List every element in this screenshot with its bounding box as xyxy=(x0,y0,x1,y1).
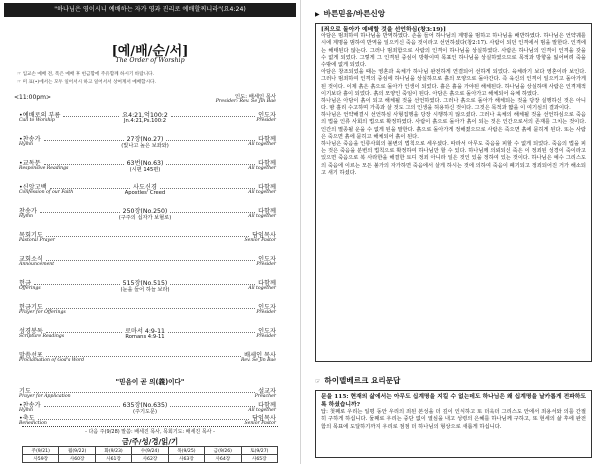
item-name-en: Hymn xyxy=(19,407,33,413)
reading-day: 주(9/21) xyxy=(23,447,59,455)
item-name-en: Prayer for Application xyxy=(19,394,71,399)
item-leader-en: Presider xyxy=(256,310,276,315)
item-name: •예배로의 부름 xyxy=(19,112,61,119)
item-leader: 담임목사 xyxy=(252,415,276,422)
item-detail: 사도신경 xyxy=(133,184,157,191)
item-leader-en: Senior Pastor xyxy=(244,238,276,243)
item-leader-en: Rev. Se Jin Bae xyxy=(240,358,276,363)
item-leader-en: Presider xyxy=(256,262,276,267)
item-leader: 배세인 목사 xyxy=(244,352,276,359)
worship-item xyxy=(0,254,300,278)
item-name-en: Scripture Readings xyxy=(19,334,65,339)
dotted-leader xyxy=(40,212,120,213)
dotted-leader xyxy=(38,419,249,420)
dotted-leader xyxy=(170,284,255,285)
dotted-leader xyxy=(44,164,124,165)
dotted-leader xyxy=(46,308,255,309)
dotted-leader xyxy=(44,406,120,407)
item-detail: 요4:21,억100:2 xyxy=(122,112,168,119)
dotted-leader xyxy=(171,116,255,117)
catechism-box xyxy=(315,390,592,458)
worship-note-2: ☞ 미 표(•)에서는 모두 일어서시 하고 일어서서 상여계서 예배합시다. xyxy=(17,80,156,85)
worship-item xyxy=(0,302,300,326)
worship-item xyxy=(0,230,300,254)
pointing-hand-icon: ☞ xyxy=(315,378,321,385)
dotted-leader xyxy=(168,332,255,333)
item-leader: 인도자 xyxy=(258,256,276,263)
item-name: 헌금 xyxy=(19,280,31,287)
catechism-question: 문을 115: 현재의 삶에서는 아무도 십계명을 지킬 수 없는데도 하나님은 왜 십계명을 날카롭게 전파하도록 하셨습니까? xyxy=(321,394,586,408)
reading-day: 토(9/27) xyxy=(241,447,277,455)
item-name: 말씀선포 xyxy=(19,352,43,359)
item-leader-en: All together xyxy=(248,407,276,413)
item-leader-en: Presider xyxy=(256,118,276,123)
item-detail: 515장(No.515) xyxy=(122,280,168,287)
bible-reading-table xyxy=(22,446,278,463)
reading-chapter: 사60장 xyxy=(59,455,95,463)
item-detail: 250장(No.250) xyxy=(122,208,168,215)
bible-reading-title: 금/주/성/경/읽/기 xyxy=(121,437,179,446)
verse-banner: "하나님은 영이시니 예배하는 자가 영과 진리로 예배할찌니라"(요4:24) xyxy=(4,3,296,17)
section-header-faith: ▶ 바른믿음/바른신앙 xyxy=(315,9,386,18)
section-header-catechism: ☞ 하이델베르크 요리문답 xyxy=(315,376,401,385)
dotted-leader xyxy=(170,406,255,407)
item-name: •신앙고백 xyxy=(19,184,47,191)
item-leader-en: All together xyxy=(248,190,276,195)
item-detail: 27장(No.27) xyxy=(126,136,164,143)
item-name: 찬송가 xyxy=(19,208,37,215)
worship-item xyxy=(0,158,300,182)
item-name-en: Hymn xyxy=(19,214,33,219)
reading-day: 화(9/23) xyxy=(95,447,131,455)
reading-chapter: 사62장 xyxy=(132,455,168,463)
item-detail: 63번(No.63) xyxy=(126,160,164,167)
reading-day: 수(9/24) xyxy=(132,447,168,455)
item-leader: 인도자 xyxy=(258,328,276,335)
triangle-bullet-icon: ▶ xyxy=(315,11,320,18)
service-time: <11:00pm> xyxy=(14,94,51,101)
item-leader: 인도자 xyxy=(258,304,276,311)
item-name-en: Responsive Readings xyxy=(19,166,69,171)
item-detail: 로마서 4:9-11 xyxy=(125,328,165,335)
worship-order-subtitle: The Order of Worship xyxy=(115,57,185,64)
item-leader: 다함께 xyxy=(258,280,276,287)
presider-kr: 인도: 배세인 목사 xyxy=(235,94,276,100)
reading-day: 월(9/22) xyxy=(59,447,95,455)
dotted-leader xyxy=(46,356,241,357)
dotted-leader xyxy=(44,140,124,141)
catechism-answer: 답: 첫째로 우리는 일평 동안 우리의 죄된 본성을 더 깊이 인식하고 또 더욱더 그리스도 안에서 죄용서와 의를 간절히 구하게 하십니다. 둘째로 우리는 중단 없이 열심을 내고 성령의 은혜를 하나님께 구하고, 또 현세의 삶 후에 완전함의 목표에 도달하기까지 우리로 점점 더 하나님의 형상으로 새롭게 하십니다. xyxy=(321,409,586,430)
item-detail-sub: Apostles' Creed xyxy=(124,190,166,196)
reading-chapter: 사64장 xyxy=(205,455,241,463)
item-name-en: Offerings xyxy=(19,286,41,291)
worship-item xyxy=(0,350,300,374)
worship-item xyxy=(0,278,300,302)
item-name-en: Confession of our Faith xyxy=(19,190,74,195)
item-leader: 다함께 xyxy=(258,184,276,191)
sermon-title: "믿음이 곧 의(義)이다" xyxy=(115,378,185,386)
item-name: •찬송가 xyxy=(19,136,41,143)
dotted-leader xyxy=(34,284,120,285)
item-detail-sub: (주기도문) xyxy=(132,408,158,415)
dotted-leader xyxy=(46,236,249,237)
next-week-notice: - 다음 주(9/28) 말씀: 배세진 목사, 목회기도: 배세진 목사 - xyxy=(22,426,278,437)
presider-en: Presider: Rev. Se Jin Bae xyxy=(215,99,276,104)
faith-column-box xyxy=(315,23,592,362)
reading-chapter: 사59장 xyxy=(23,455,59,463)
item-name: 목회기도 xyxy=(19,232,43,239)
item-leader: 설교자 xyxy=(258,388,276,395)
item-name: 헌금기도 xyxy=(19,304,43,311)
faith-paragraph: 아담은 창조되었을 때는 영혼과 육체가 하나님 완전하게 연결되어 선하게 되었다. 육체라기 보다 영혼이라 보인다. 그러나 범죄하여 인격의 중심에 하나님을 상실하므로 흙의 모양으로 돌아간다. 즉 육신의 인격이 일으키고 돌아가게 된 것이다. 이제 흙은 흙으로 돌아가 인생이 되었다. 흙은 흙을 가야된 해체된다. 하나님을 상실하매 사람은 인격제적 이기보다 흙이 되었다. 흙의 모양인 죽임이 된다. 아담은 흙으로 돌아가고 해체되어 육체 하였다. xyxy=(321,69,586,97)
item-name-en: Announcement xyxy=(19,262,55,267)
faith-paragraph: 하나님은 언약해결시 선언하심 사형집행을 당장 시행하지 않으셨다. 그러나 육체의 해체될 것을 선언하심으로 죽음의 법을 인류 사회의 법으로 확정하였다. 사람이 흙으로 돌아가 흙이 되는 것은 인간으로서의 존재를 그치는 것이다. 인간의 멸종될 운을 수 없게 된을 말한다. 흙으로 돌아가게 정해졌으므로 사람은 죽으면 흙에 묻히게 된다. 또는 사람은 죽으면 흙에 묻히고 해체되어 흙이 된다. xyxy=(321,112,586,140)
dotted-leader xyxy=(166,140,255,141)
item-name-en: Benediction xyxy=(19,421,47,426)
item-detail-sub: (눈을 들어 하늘 보라) xyxy=(120,287,170,293)
reading-chapter: 사65장 xyxy=(241,455,277,463)
item-leader: 다함께 xyxy=(258,136,276,143)
item-detail-sub: (시편 145편) xyxy=(129,167,161,173)
item-leader-en: All together xyxy=(248,142,276,147)
item-leader: 다함께 xyxy=(258,208,276,215)
item-leader-en: Preacher xyxy=(254,394,276,399)
reading-day: 금(9/26) xyxy=(205,447,241,455)
item-detail-sub: Jn.4:21,Ps.100:2 xyxy=(123,118,167,124)
worship-note-1: ☞ 입교손 예배 전, 폭은 예배 후 헌금함에 주유함께 하시기 바랍니다. xyxy=(17,72,155,77)
faith-paragraph: 아담은 범죄하여 하나님을 반역하였다. 손을 들어 하나님의 계명을 범하고 하나님을 배반하였다. 하나님은 언약궤를 시에 계명을 범하여 반역을 일으키신 죽음 것이라고 선언하셨다(창2:17). 사람이 되던 인격에서 범을 말한다. 인격에는 해태된다 않는다. 그러나 범죄함으로 사람의 인격이 하나님을 상실하였다. 사람은 하나님의 인격이 인격을 갖을 수 없게 되었다. 그렇게 그 인격된 중심이 방황이며 목표인 하나님을 상실하였으므로 목적과 방향을 잃어버려 죽을 수밖에 없게 되었다. xyxy=(321,33,586,68)
worship-item xyxy=(0,134,300,158)
column-page xyxy=(301,0,600,464)
reading-chapter: 사63장 xyxy=(168,455,204,463)
item-detail: 635장(No.635) xyxy=(122,401,168,409)
dotted-leader xyxy=(170,212,255,213)
item-leader-en: All together xyxy=(248,214,276,219)
item-leader: 다함께 xyxy=(258,401,276,409)
dotted-leader xyxy=(166,164,255,165)
dotted-leader xyxy=(46,260,255,261)
worship-item xyxy=(0,182,300,206)
faith-paragraph: 하나님은 아담이 흙이 되고 해체될 것을 선언하였다. 그러나 흙으로 돌아가 해체되는 것을 당장 실행하신 것은 아니다. 땀 흘리 수고하며 가족과 살 것도 그의 인생을 허용하신 것이다. 그것은 목적과 짧을 이 여기심의 결과이다. xyxy=(321,97,586,112)
item-leader: 다함께 xyxy=(258,160,276,167)
item-name: 성경봉독 xyxy=(19,328,43,335)
item-leader-en: Presider xyxy=(256,334,276,339)
dotted-leader xyxy=(50,188,130,189)
item-name: •교독문 xyxy=(19,160,41,167)
item-name: 교회소식 xyxy=(19,256,43,263)
worship-item xyxy=(0,206,300,230)
faith-column-title: [죄으로 돌아가 예배할 것을 선언하심(창3:19)] xyxy=(321,26,446,33)
worship-item xyxy=(0,326,300,350)
item-leader-en: All together xyxy=(248,286,276,291)
reading-day: 목(9/25) xyxy=(168,447,204,455)
dotted-leader xyxy=(46,332,122,333)
item-detail-sub: (빛나고 높은 보좌와) xyxy=(121,143,169,149)
item-detail-sub: (구주의 십자가 보혈로) xyxy=(118,215,172,221)
item-name: •축도 xyxy=(19,415,35,422)
faith-paragraph: 하나님은 죽음을 인류사회의 불변의 법칙으로 세우셨다. 따라서 아무도 죽음을 피할 수 없게 되었다. 죽음의 법을 피는 것은 죽음을 분변의 법칙으로 확정하여 하나님만 할 수 있다. 하나님께 의뢰되신 죽은 이 정죄된 성경이 죽이라고 있으면 죽음으로 복 사라한을 해결한 토디 정죄 아니라 일은 것인 있을 정하여 있는 것이다. 하나님은 예수 그리스도의 죽음에 이르는 모든 불가의 자가하면 죽음에서 살게 하시는 것에 의하여 죽음이 폐기되고 정죄되어진 거가 해소되고 새기 하셨다. xyxy=(321,141,586,176)
item-name: 기도 xyxy=(19,388,31,395)
dotted-leader xyxy=(63,116,119,117)
item-name-en: Hymn xyxy=(19,142,33,147)
item-leader-en: Senior Pastor xyxy=(244,421,276,426)
reading-chapter: 사61장 xyxy=(95,455,131,463)
item-detail-sub: Romans 4:9-11 xyxy=(125,334,165,340)
worship-item xyxy=(0,110,300,134)
item-leader: 인도자 xyxy=(258,112,276,119)
item-leader: 담임목사 xyxy=(252,232,276,239)
item-name-en: Call to Worship xyxy=(19,118,55,123)
dotted-leader xyxy=(34,392,255,393)
item-name-en: Prayer for Offerings xyxy=(19,310,66,315)
item-name-en: Proclamation of God's Word xyxy=(19,358,85,363)
worship-order-title: [예/배/순/서] xyxy=(111,44,189,59)
dotted-leader xyxy=(160,188,255,189)
item-leader-en: All together xyxy=(248,166,276,171)
item-name-en: Pastoral Prayer xyxy=(19,238,55,243)
item-name: •찬송가 xyxy=(19,401,41,409)
